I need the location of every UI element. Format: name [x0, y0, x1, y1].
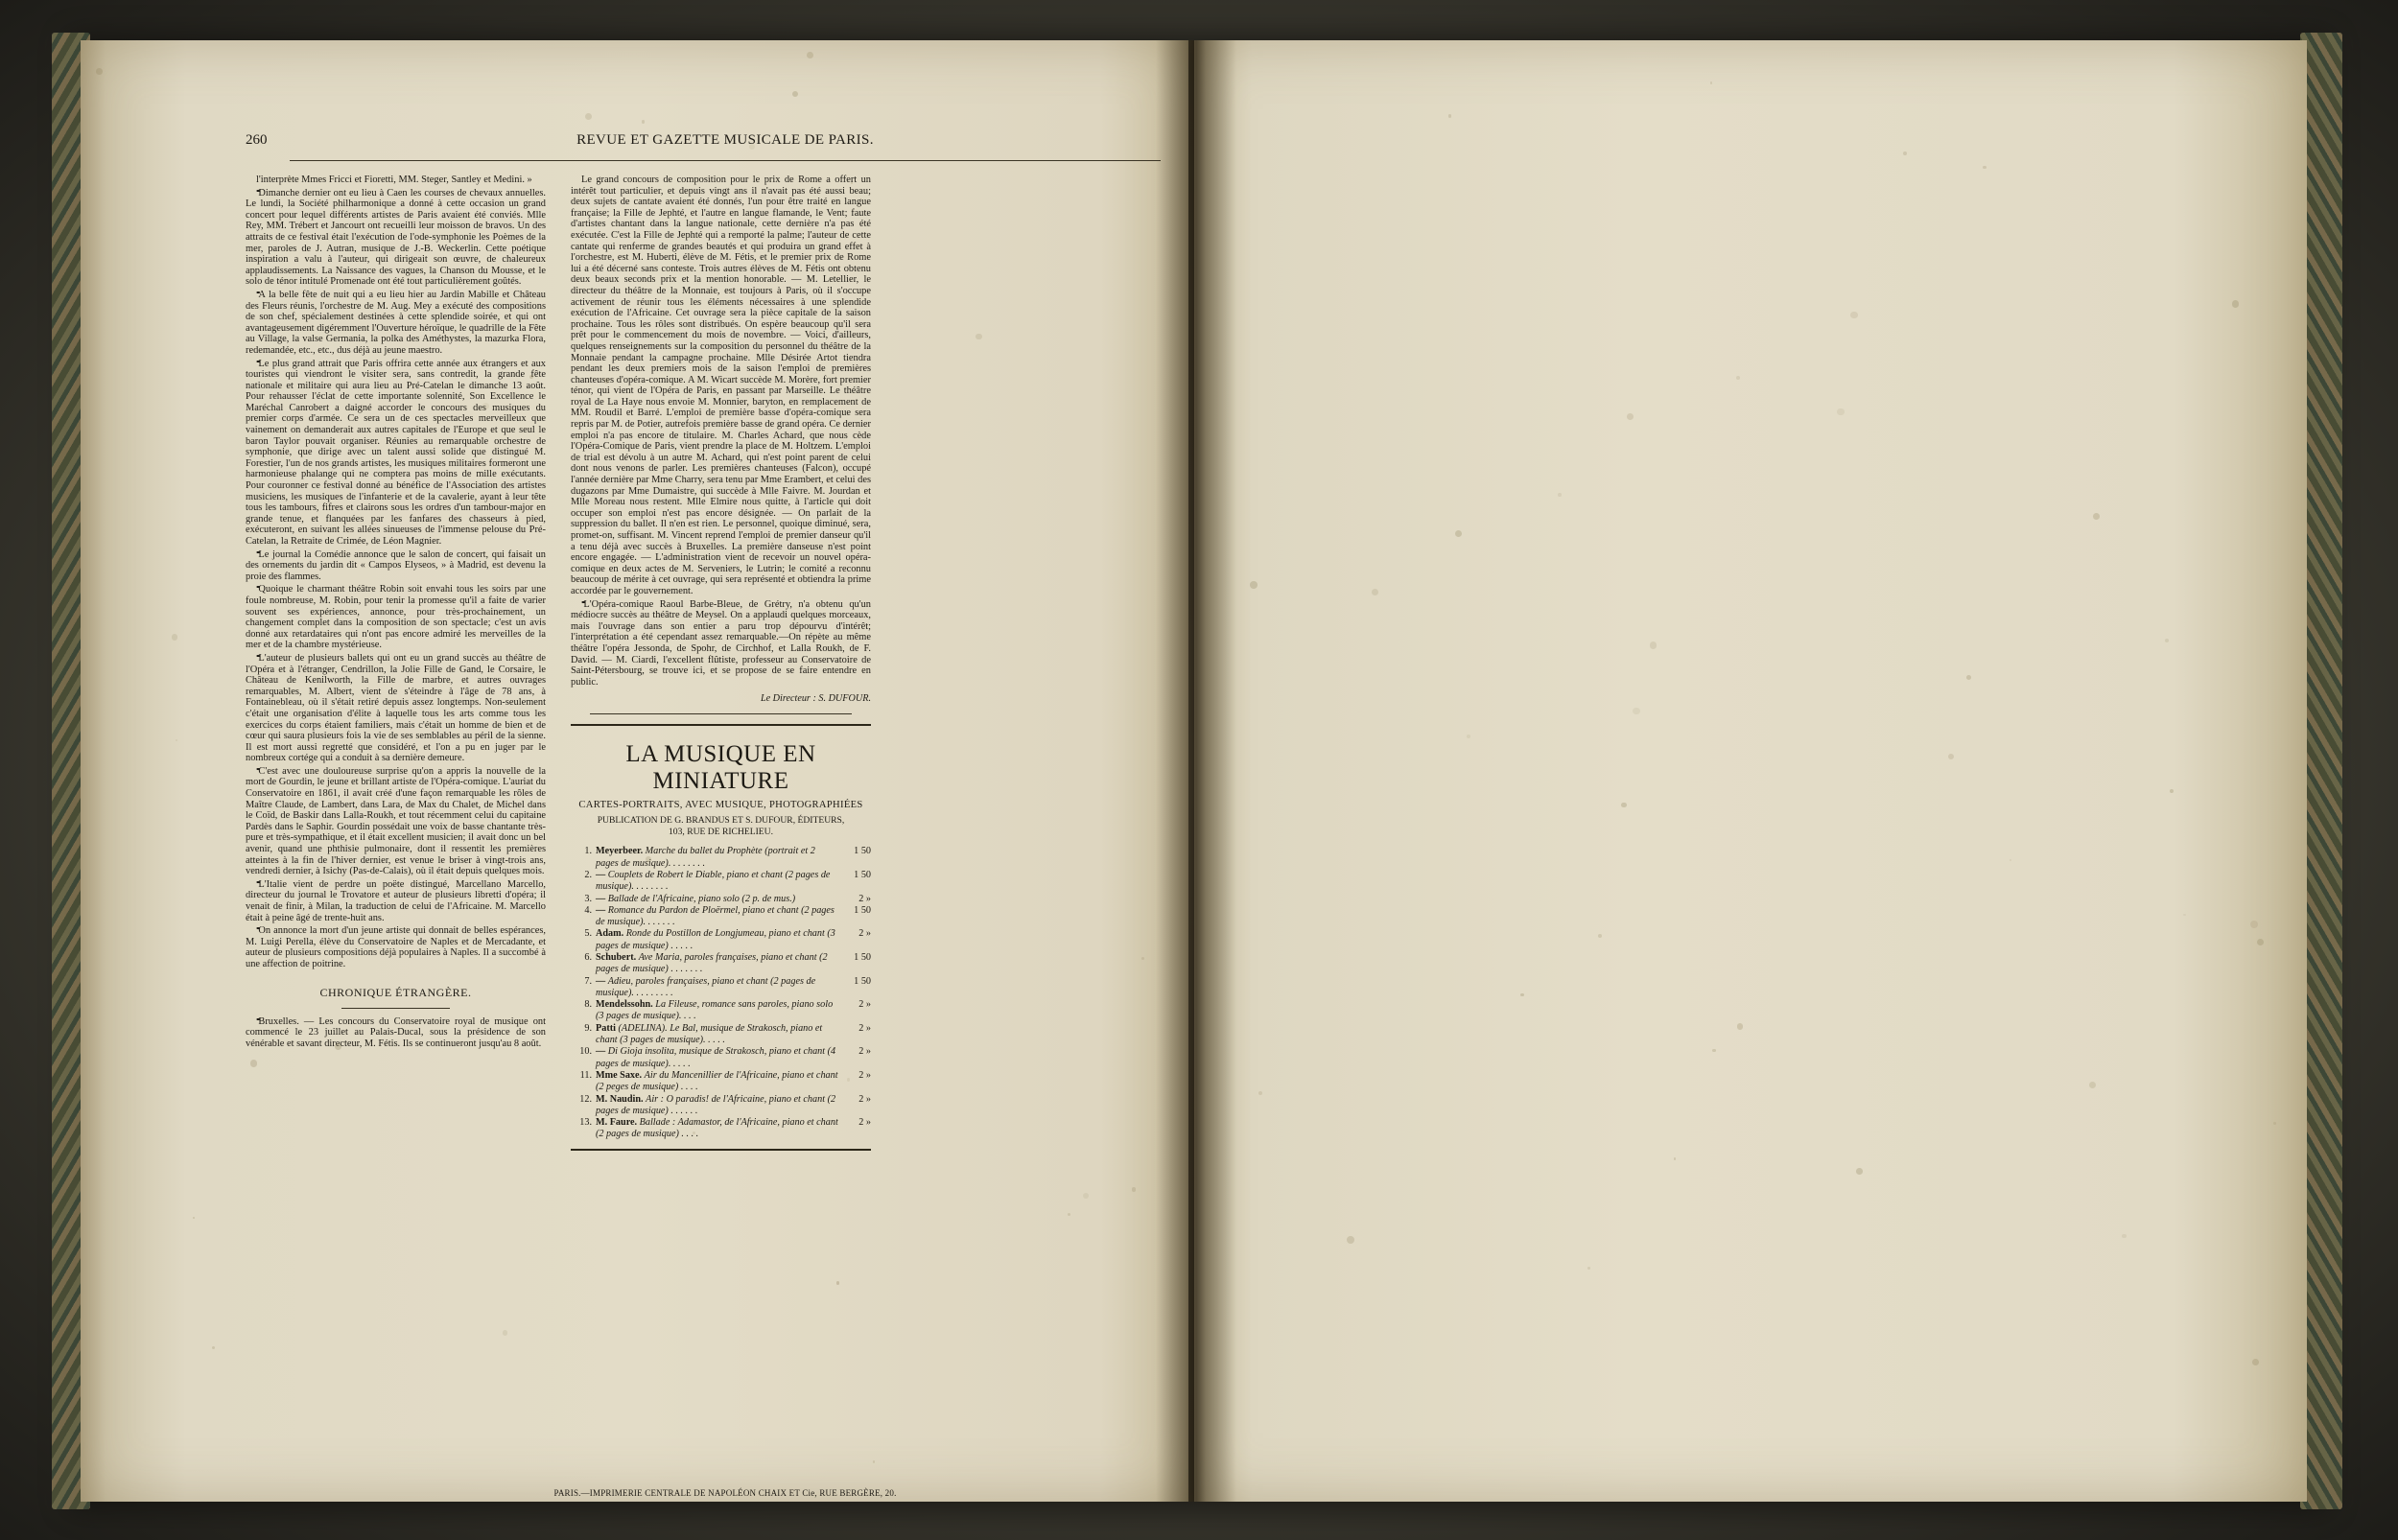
paper-speckle — [2089, 1082, 2096, 1088]
ad-item-price: 1 50 — [854, 904, 871, 916]
ad-item-price: 2 » — [858, 1069, 871, 1081]
paragraph: ••• Le plus grand attrait que Paris offrira cette année aux étrangers et aux touristes qui viendront le visiter sera, sans contredit, la grande fête nationale et militaire qui aura lieu au Pré-Catelan le dimanche 13 août. Pour rehausser l'éclat de cette importante solennité, Son Excellence le Maréchal Canrobert a daigné accorder le concours des musiques du premier corps d'armée. Ce sera un de ces spectacles merveilleux que vainement on demanderait aux autres capitales de l'Europe et que seul le baron Taylor pouvait organiser. Réunies au remarquable orchestre de symphonie, que dirige avec un talent aussi solide que distingué M. Forestier, l'un de nos grands artistes, les musiques militaires formeront une harmonieuse phalange qui ne comptera pas moins de mille exécutants. Pour couronner ce festival donné au bénéfice de l'Association des artistes musiciens, les musiques de l'infanterie et de la cavalerie, ayant à leur tête tous les tambours, fifres et clairons sous les ordres d'un tambour-major en grande tenue, et flanquées par les fanfares des chasseurs à pied, exécuteront, en suivant les allées sinueuses de l'immense pelouse du Pré-Catelan, la Retraite de Crimée, de Léon Magnier. — [246, 357, 546, 548]
paper-speckle — [2273, 1122, 2276, 1125]
paper-speckle — [272, 1040, 274, 1042]
ad-item-number: 1. — [584, 846, 592, 857]
ad-item-text: — Couplets de Robert le Diable, piano et chant (2 pages de musique). . . . . . . . — [596, 869, 831, 893]
paper-speckle — [1712, 1049, 1716, 1053]
ad-item — [571, 894, 871, 905]
ad-item-text: — Ballade de l'Africaine, piano solo (2 p. de mus.) — [596, 893, 796, 904]
paper-speckle — [193, 1217, 195, 1219]
paper-speckle — [1850, 312, 1857, 318]
ad-item-number: 8. — [584, 999, 592, 1011]
paper-speckle — [503, 1330, 507, 1335]
ad-item — [571, 1023, 871, 1047]
paper-speckle — [836, 1281, 839, 1284]
paper-speckle — [1132, 1187, 1136, 1191]
ad-item-number: 5. — [584, 928, 592, 940]
paper-speckle — [2252, 1359, 2259, 1365]
paper-speckle — [847, 1078, 851, 1082]
ad-item — [571, 952, 871, 976]
paper-speckle — [2122, 1234, 2126, 1238]
ad-top-rule — [590, 713, 852, 714]
paper-speckle — [1558, 493, 1562, 497]
paper-speckle — [172, 634, 178, 641]
left-page — [81, 40, 1188, 1502]
ad-item-number: 7. — [584, 975, 592, 987]
ad-item-number: 4. — [584, 904, 592, 916]
paper-speckle — [96, 68, 103, 75]
ad-item-number: 6. — [584, 951, 592, 963]
ad-item-list — [571, 846, 871, 1140]
paper-speckle — [2170, 789, 2174, 793]
paper-speckle — [1598, 934, 1602, 938]
ad-subtitle: CARTES-PORTRAITS, AVEC MUSIQUE, PHOTOGRAPHIÉES — [578, 800, 863, 811]
paragraph: Le grand concours de composition pour le prix de Rome a offert un intérêt tout particulier, et depuis vingt ans il n'avait pas été aussi beau; deux sujets de cantate avaient été donnés, l'un pour être traité en langue française; la Fille de Jephté, et l'autre en langue flamande, le Vent; faute d'artistes chantant dans la langue nationale, cette dernière n'a pas été exécutée. C'est la Fille de Jephté qui a remporté la palme; l'auteur de cette cantate qui renferme de grandes beautés et qui produira un grand effet à l'orchestre, est M. Huberti, élève de M. Fétis, et le premier prix de Rome lui a été décerné sans conteste. Trois autres élèves de M. Fétis ont obtenu deux beaux seconds prix et la mention honorable. — M. Letellier, le directeur du théâtre de la Monnaie, est toujours à Paris, où il s'occupe activement de réunir tous les éléments nécessaires à une splendide exécution de l'Africaine. Cet ouvrage sera la pièce capitale de la saison prochaine. Tous les rôles sont distribués. On espère beaucoup qu'il sera prêt pour le commencement du mois de novembre. — Voici, d'ailleurs, quelques renseignements sur la composition du personnel du théâtre de la Monnaie pendant la campagne prochaine. Mlle Désirée Artot tiendra pendant les deux premiers mois de la saison l'emploi de premières chanteuses d'opéra-comique. A M. Wicart succède M. Morère, fort premier ténor, qui vient de l'Opéra de Paris, en passant par Marseille. Le théâtre royal de La Haye nous envoie M. Monnier, baryton, en remplacement de MM. Roudil et Barré. L'emploi de première basse d'opéra-comique sera repris par M. de Potier, autrefois première basse de grand opéra. Ce dernier emploi n'a pas encore de titulaire. M. Charles Achard, que nous cède l'Opéra-Comique de Paris, vient prendre la place de M. Holtzem. L'emploi de trial est dévolu à un autre M. Achard, qui n'est point parent de celui dont nous venons de parler. Les premières chanteuses (Falcon), occupé l'année dernière par Mme Charry, sera tenu par Mme Erambert, et celui des dugazons par Mme Dumaistre, qui succède à Mlle Faivre. M. Jourdan et Mlle Moreau nous restent. Mlle Elmire nous quitte, à l'article qui doit occuper son emploi n'est pas encore désignée. — On parlait de la suppression du ballet. Il n'en est rien. Le personnel, quoique diminué, sera, promet-on, suffisant. M. Vincent reprend l'emploi de premier danseur qu'il a tenu déjà avec succès à Bruxelles. La première danseuse n'est point encore engagée. — L'administration vient de recevoir un nouvel opéra-comique en deux actes de M. Serveniers, le Lutrin; le comité a reconnu beaucoup de mérite à cet ouvrage, qui sera représenté et obtiendra la prime accordée par le gouvernement. — [571, 175, 871, 596]
ad-item — [571, 846, 871, 870]
ad-item-text: — Di Gioja insolita, musique de Strakosch, piano et chant (4 pages de musique). . . . . — [596, 1046, 836, 1069]
left-column-2 — [571, 175, 871, 1151]
paper-speckle — [604, 378, 609, 383]
ad-item-number: 13. — [579, 1117, 592, 1129]
ad-item — [571, 1046, 871, 1070]
ad-item-text: Schubert. Ave Maria, paroles françaises, piano et chant (2 pages de musique) . . . . . . . — [596, 951, 828, 975]
paragraph: ••• L'auteur de plusieurs ballets qui ont eu un grand succès au théâtre de l'Opéra et à l'étranger, Cendrillon, la Jolie Fille de Gand, le Corsaire, le Château de Kenilworth, la Fille de marbre, et autres ouvrages remarquables, M. Albert, vient de s'éteindre à l'âge de 78 ans, à Fontainebleau, où il s'était retiré depuis assez longtemps. Non-seulement c'était une organisation d'élite à laquelle tous les arts comme tous les exercices du corps étaient familiers, mais c'était un homme de bien et de cœur qui saura plusieurs fois la vie de ses semblables au péril de la sienne. Il est mort aussi regretté que considéré, et l'on a pu en juger par le nombreux cortége qui a conduit à sa dernière demeure. — [246, 651, 546, 764]
advertisement-block — [571, 724, 871, 1150]
paper-speckle — [1966, 675, 1971, 680]
paper-speckle — [1250, 581, 1258, 589]
ad-item-text: — Romance du Pardon de Ploërmel, piano et chant (2 pages de musique). . . . . . . — [596, 904, 835, 928]
ad-item — [571, 1070, 871, 1094]
ad-item-price: 2 » — [858, 893, 871, 904]
ad-item-price: 1 50 — [854, 846, 871, 857]
right-page — [1194, 40, 2307, 1502]
ad-item-text: Meyerbeer. Marche du ballet du Prophète (portrait et 2 pages de musique). . . . . . . . — [596, 846, 815, 869]
ad-item-number: 12. — [579, 1093, 592, 1105]
paper-speckle — [1621, 803, 1626, 807]
ad-item-number: 3. — [584, 893, 592, 904]
ad-item-price: 1 50 — [854, 975, 871, 987]
paper-speckle — [2093, 513, 2100, 520]
ad-item-text: Adam. Ronde du Postillon de Longjumeau, piano et chant (3 pages de musique) . . . . . — [596, 928, 835, 951]
page-gutter — [1156, 40, 1236, 1502]
ad-title: LA MUSIQUE EN MINIATURE — [625, 741, 816, 795]
left-running-head-row — [246, 132, 1205, 153]
paper-speckle — [1633, 708, 1639, 714]
section-rule — [341, 1008, 450, 1009]
paper-speckle — [250, 1060, 257, 1066]
head-rule — [290, 160, 1161, 161]
ad-item-price: 1 50 — [854, 951, 871, 963]
paragraph: ••• L'Opéra-comique Raoul Barbe-Bleue, de Grétry, n'a obtenu qu'un médiocre succès au théâtre de Meysel. On a applaudi quelques morceaux, mais l'ouvrage dans son entier a paru trop dépourvu d'intérêt; l'interprétation a été cependant assez remarquable.—On répète au même théâtre l'opéra Jessonda, de Spohr, de Circhhof, et Lalla Roukh, de F. David. — M. Ciardi, l'excellent flûtiste, professeur au Conservatoire de Saint-Pétersbourg, se trouve ici, et se propose de se faire entendre en public. — [571, 597, 871, 688]
ad-item-price: 1 50 — [854, 869, 871, 880]
paper-speckle — [2165, 639, 2169, 642]
ad-item-text: Mme Saxe. Air du Mancenillier de l'Africaine, piano et chant (2 peges de musique) . . . . — [596, 1069, 838, 1093]
paper-speckle — [1856, 1168, 1863, 1175]
paper-speckle — [1737, 1023, 1743, 1029]
paper-speckle — [1837, 408, 1845, 416]
ad-item — [571, 870, 871, 894]
ad-item — [571, 976, 871, 1000]
paper-speckle — [851, 182, 853, 184]
paper-speckle — [286, 176, 291, 181]
paper-speckle — [976, 334, 982, 340]
ad-item-price: 2 » — [858, 1117, 871, 1129]
paragraph: ••• C'est avec une douloureuse surprise qu'on a appris la nouvelle de la mort de Gourdin, le jeune et brillant artiste de l'Opéra-comique. L'auriat du Conservatoire en 1861, il avait créé d'une façon remarquable les rôles de Maître Claude, de Lambert, dans Lara, de Max du Chalet, de Michel dans le Coïd, de Baskir dans Lalla-Roukh, et tout récemment celui du capitaine Pardès dans le Saphir. Gourdin possédait une voix de basse chantante très-pure et très-sympathique, et il était excellent musicien; il avait donc un bel avenir, quand une phthisie pulmonaire, dont il ressentit les premières atteintes à la fin de l'hiver dernier, est venue le briser à vingt-trois ans, vendredi dernier, à Isichy (Pas-de-Calais), où il était depuis quelques mois. — [246, 764, 546, 877]
paper-speckle — [1948, 754, 1954, 759]
paragraph: ••• Quoique le charmant théâtre Robin soit envahi tous les soirs par une foule nombreuse, M. Robin, pour tenir la promesse qu'il a faite de varier souvent ses expériences, annonce, pour très-prochainement, un changement complet dans la composition de son spectacle; c'est un avis donné aux retardataires qui n'ont pas encore admiré les merveilles de la mer et de la chambre mystérieuse. — [246, 582, 546, 651]
ad-item-number: 2. — [584, 869, 592, 880]
ad-item — [571, 999, 871, 1023]
ad-item-price: 2 » — [858, 928, 871, 940]
ad-item-price: 2 » — [858, 1022, 871, 1034]
paragraph: ••• On annonce la mort d'un jeune artiste qui donnait de belles espérances, M. Luigi Perella, élève du Conservatoire de Naples et de Mercadante, et auteur de plusieurs compositions déjà populaires à Naples. Il a succombé à une affection de poitrine. — [246, 923, 546, 969]
ad-item — [571, 1117, 871, 1141]
ad-item-number: 10. — [579, 1046, 592, 1058]
ad-item-text: M. Faure. Ballade : Adamastor, de l'Africaine, piano et chant (2 pages de musique) . . . . — [596, 1117, 838, 1140]
ad-item — [571, 928, 871, 952]
ad-item-price: 2 » — [858, 1046, 871, 1058]
ad-item-price: 2 » — [858, 1093, 871, 1105]
paper-speckle — [1347, 1236, 1354, 1244]
ad-item-number: 9. — [584, 1022, 592, 1034]
ad-item-text: M. Naudin. Air : O paradis! de l'Africaine, piano et chant (2 pages de musique) . . . . . . — [596, 1093, 836, 1116]
running-head: REVUE ET GAZETTE MUSICALE DE PARIS. — [576, 132, 874, 148]
director-signature: Le Directeur : S. DUFOUR. — [760, 693, 871, 705]
ad-item-number: 11. — [579, 1069, 592, 1081]
ad-publisher-line-1: PUBLICATION DE G. BRANDUS ET S. DUFOUR, ÉDITEURS, — [597, 815, 845, 827]
folio-number: 260 — [246, 132, 268, 148]
left-columns — [246, 175, 1205, 1151]
paper-speckle — [2183, 914, 2186, 917]
ad-item-price: 2 » — [858, 999, 871, 1011]
ad-item — [571, 905, 871, 929]
paragraph: ••• Le journal la Comédie annonce que le salon de concert, qui faisait un des ornements du jardin dit « Campos Elyseos, » à Madrid, est devenu la proie des flammes. — [246, 548, 546, 583]
ad-item-text: — Adieu, paroles françaises, piano et chant (2 pages de musique). . . . . . . . . — [596, 975, 816, 998]
ad-item — [571, 1094, 871, 1118]
paragraph: ••• Bruxelles. — Les concours du Conservatoire royal de musique ont commencé le 23 juillet au Palais-Ducal, sous la présidence de son vénérable et savant directeur, M. Fétis. Ils se continueront jusqu'au 8 août. — [246, 1015, 546, 1050]
paper-speckle — [1903, 152, 1907, 155]
paper-speckle — [1650, 642, 1657, 649]
section-heading-chronique: CHRONIQUE ÉTRANGÈRE. — [319, 985, 472, 999]
paragraph: ••• L'Italie vient de perdre un poëte distingué, Marcellano Marcello, directeur du journal le Trovatore et auteur de plusieurs libretti d'opéra; il venait de finir, à Milan, la traduction de celui de l'Africaine. M. Marcello était à peine âgé de trente-huit ans. — [246, 877, 546, 923]
paper-speckle — [1083, 1193, 1089, 1199]
left-page-content — [246, 132, 1205, 1498]
printer-imprint: PARIS.—IMPRIMERIE CENTRALE DE NAPOLÉON CHAIX ET Cie, RUE BERGÈRE, 20. — [553, 1488, 897, 1498]
ad-publisher-line-2: 103, RUE DE RICHELIEU. — [669, 827, 773, 838]
paragraph: ••• Dimanche dernier ont eu lieu à Caen les courses de chevaux annuelles. Le lundi, la Société philharmonique a donné à cette occasion un grand concert pour lequel différents artistes de Paris avaient été conviés. Mlle Rey, MM. Trébert et Jancourt ont recueilli leur moisson de bravos. Un des attraits de ce festival était l'exécution de l'ode-symphonie les Poèmes de la mer, paroles de J. Autran, musique de J.-B. Weckerlin. Cette poétique inspiration a valu à l'auteur, qui dirigeait son œuvre, de chaleureux applaudissements. La Naissance des vagues, la Chanson du Mousse, et le solo de ténor intitulé Promenade ont été tout particulièrement goûtés. — [246, 186, 546, 288]
ad-item-text: Mendelssohn. La Fileuse, romance sans paroles, piano solo (3 pages de musique). . . . — [596, 999, 834, 1022]
paragraph: ••• A la belle fête de nuit qui a eu lieu hier au Jardin Mabille et Château des Fleurs réunis, l'orchestre de M. Aug. Mey a exécuté des compositions de son chef, spécialement destinées à cette splendide soirée, et qui ont avantageusement digéremment l'Ouverture héroïque, le quadrille de la Fête au Village, la valse Germania, la polka des Améthystes, la mazurka Flora, redemandée, etc., etc., dus déjà au jeune maestro. — [246, 288, 546, 357]
paragraph: l'interprète Mmes Fricci et Fioretti, MM. Steger, Santley et Medini. » — [256, 175, 532, 185]
left-column-1 — [246, 175, 546, 1151]
ad-item-text: Patti (ADELINA). Le Bal, musique de Strakosch, piano et chant (3 pages de musique). . . . . — [596, 1022, 823, 1046]
